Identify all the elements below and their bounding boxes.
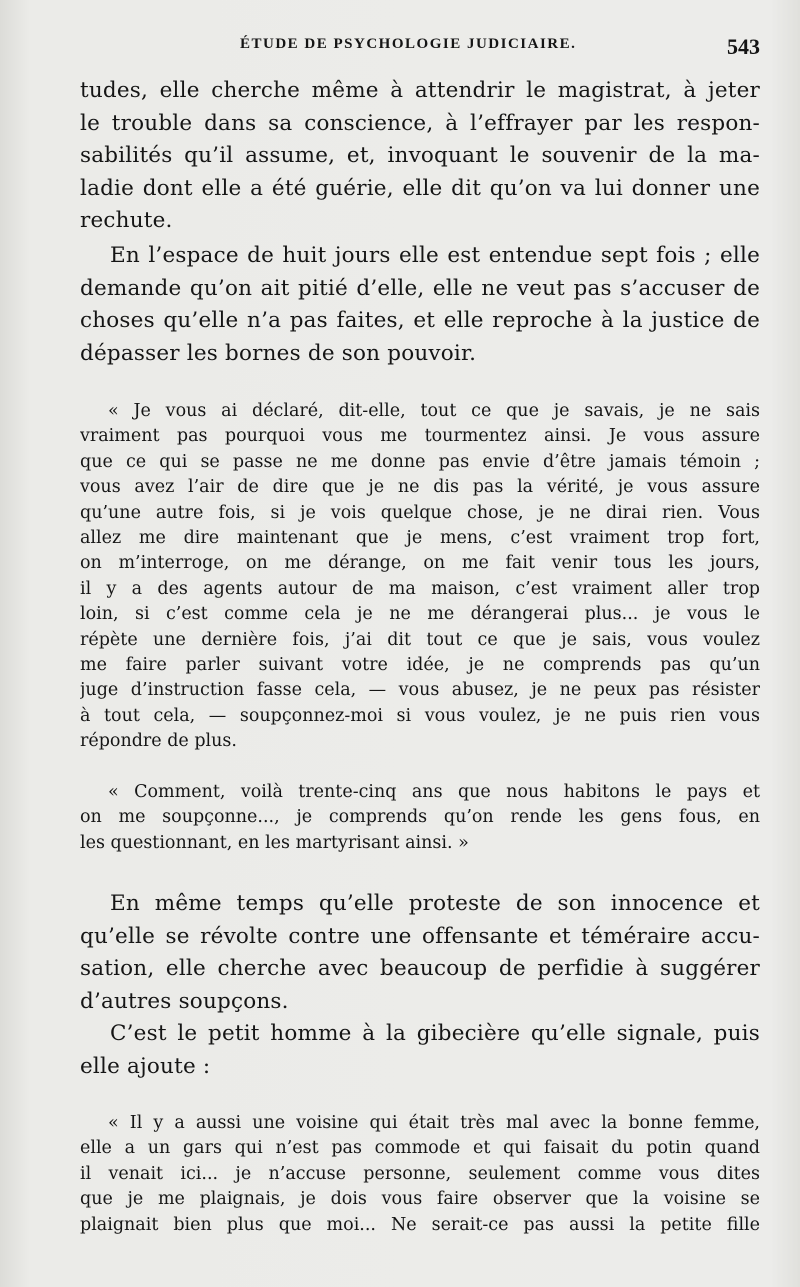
- text-line: tudes, elle cherche même à attendrir le magistrat, à jeter: [80, 78, 760, 103]
- quotation-2: [80, 780, 760, 856]
- text-line: sation, elle cherche avec beaucoup de perfidie à suggérer: [80, 956, 760, 981]
- text-line: « Comment, voilà trente-cinq ans que nous habitons le pays et: [108, 782, 760, 802]
- text-line: En l’espace de huit jours elle est entendue sept fois ; elle: [110, 243, 760, 268]
- text-line: sabilités qu’il assume, et, invoquant le souvenir de la ma-: [80, 143, 760, 168]
- page-header: [80, 36, 760, 66]
- text-line: elle a un gars qui n’est pas commode et qui faisait du potin quand: [80, 1138, 760, 1159]
- paragraph-4: [80, 1018, 760, 1083]
- paragraph-3: [80, 888, 760, 1018]
- quotation-1: [80, 399, 760, 754]
- text-line: « Il y a aussi une voisine qui était très mal avec la bonne femme,: [108, 1113, 760, 1133]
- text-line: le trouble dans sa conscience, à l’effrayer par les respon-: [80, 110, 760, 136]
- text-line: les questionnant, en les martyrisant ainsi. »: [80, 832, 469, 853]
- text-line: plaignait bien plus que moi... Ne serait-ce pas aussi la petite fille: [80, 1214, 760, 1235]
- text-line: on me soupçonne..., je comprends qu’on rende les gens fous, en: [80, 807, 760, 828]
- page-number: 543: [727, 34, 760, 59]
- text-line: me faire parler suivant votre idée, je ne comprends pas qu’un: [80, 654, 760, 675]
- text-line: loin, si c’est comme cela je ne me dérangerai plus... je vous le: [80, 604, 760, 625]
- text-line: C’est le petit homme à la gibecière qu’elle signale, puis: [110, 1021, 760, 1046]
- text-line: qu’une autre fois, si je vois quelque chose, je ne dirai rien. Vous: [80, 502, 760, 523]
- text-line: que je me plaignais, je dois vous faire observer que la voisine se: [80, 1189, 760, 1210]
- text-line: il venait ici... je n’accuse personne, seulement comme vous dites: [80, 1163, 760, 1184]
- text-line: dépasser les bornes de son pouvoir.: [80, 340, 477, 366]
- text-line: il y a des agents autour de ma maison, c’est vraiment aller trop: [80, 578, 760, 599]
- text-line: vraiment pas pourquoi vous me tourmentez ainsi. Je vous assure: [80, 426, 760, 447]
- paragraph-2: [80, 240, 760, 370]
- text-line: vous avez l’air de dire que je ne dis pas la vérité, je vous assure: [80, 477, 760, 498]
- text-line: juge d’instruction fasse cela, — vous abusez, je ne peux pas résister: [80, 680, 760, 701]
- text-line: d’autres soupçons.: [80, 988, 289, 1014]
- text-line: ladie dont elle a été guérie, elle dit qu’on va lui donner une: [80, 175, 760, 201]
- paragraph-1: [80, 75, 760, 238]
- text-line: En même temps qu’elle proteste de son innocence et: [110, 891, 760, 916]
- text-line: rechute.: [80, 208, 173, 233]
- text-line: on m’interroge, on me dérange, on me fait venir tous les jours,: [80, 553, 760, 574]
- text-line: choses qu’elle n’a pas faites, et elle reproche à la justice de: [80, 308, 760, 333]
- quotation-3: [80, 1111, 760, 1238]
- running-title: ÉTUDE DE PSYCHOLOGIE JUDICIAIRE.: [240, 36, 577, 52]
- text-line: qu’elle se révolte contre une offensante et téméraire accu-: [80, 923, 760, 949]
- text-line: à tout cela, — soupçonnez-moi si vous voulez, je ne puis rien vous: [80, 705, 760, 726]
- text-line: demande qu’on ait pitié d’elle, elle ne veut pas s’accuser de: [80, 275, 760, 301]
- text-line: allez me dire maintenant que je mens, c’est vraiment trop fort,: [80, 527, 760, 548]
- text-line: que ce qui se passe ne me donne pas envie d’être jamais témoin ;: [80, 451, 760, 472]
- text-line: elle ajoute :: [80, 1053, 211, 1079]
- text-line: « Je vous ai déclaré, dit-elle, tout ce que je savais, je ne sais: [108, 401, 760, 421]
- text-line: répondre de plus.: [80, 731, 237, 752]
- text-line: répète une dernière fois, j’ai dit tout ce que je sais, vous voulez: [80, 629, 760, 650]
